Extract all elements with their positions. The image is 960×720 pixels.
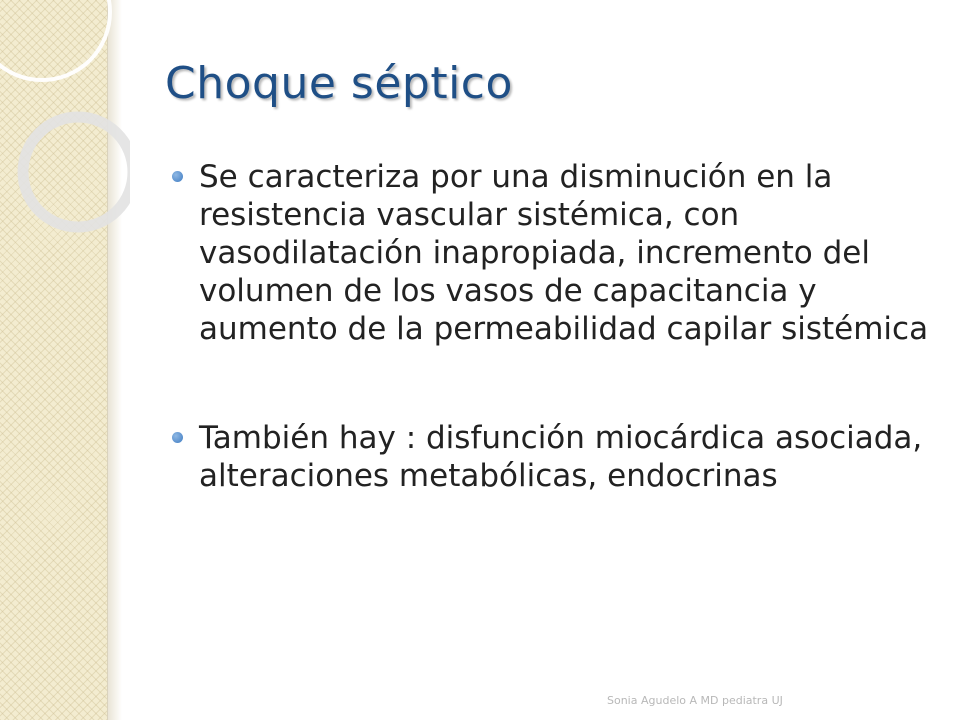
deco-circle-small [23,117,130,227]
decorative-circles [0,0,130,240]
bullet-dot-icon [172,432,183,443]
bullet-item [172,158,942,348]
bullet-dot-icon [172,171,183,182]
slide-title: Choque séptico [165,58,513,109]
bullet-text: También hay : disfunción miocárdica asociada, alteraciones metabólicas, endocrinas [199,420,923,494]
bullet-text: Se caracteriza por una disminución en la resistencia vascular sistémica, con vasodilatación inapropiada, incremento del volumen de los vasos de capacitancia y aumento de la permeabilidad capilar sistémica [199,159,929,347]
bullet-list [172,158,942,495]
slide-footer: Sonia Agudelo A MD pediatra UJ [607,694,783,707]
deco-circle-large [0,0,110,80]
bullet-item [172,419,942,495]
